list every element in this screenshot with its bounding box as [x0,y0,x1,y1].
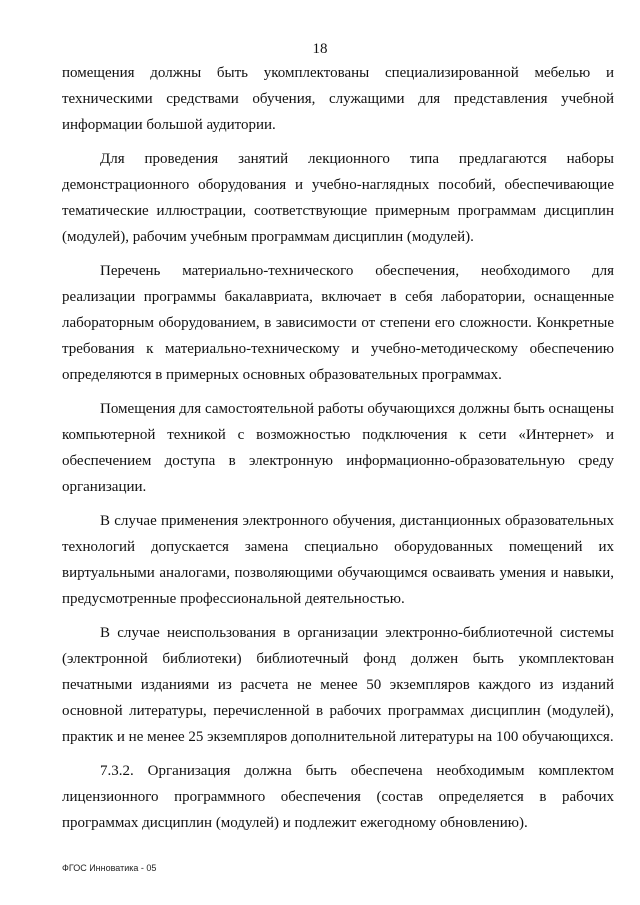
paragraph-material-technical-list: Перечень материально-технического обеспечения, необходимого для реализации программы бакалавриата, включает в себя лаборатории, оснащенные лабораторным оборудованием, в зависимости от степени его сложности. Конкретные требования к материально-техническому и учебно-методическому обеспечению определяются в примерных основных образовательных программах. [62,263,614,383]
page-number: 18 [312,41,328,57]
paragraph-library-fund: В случае неиспользования в организации электронно-библиотечной системы (электронной библиотеки) библиотечный фонд должен быть укомплектован печатными изданиями из расчета не менее 50 экземпляров каждого из изданий основной литературы, перечисленной в рабочих программах дисциплин (модулей), практик и не менее 25 экземпляров дополнительной литературы на 100 обучающихся. [62,625,614,745]
paragraph-lecture-equipment: Для проведения занятий лекционного типа предлагаются наборы демонстрационного оборудования и учебно-наглядных пособий, обеспечивающие тематические иллюстрации, соответствующие примерным программам дисциплин (модулей), рабочим учебным программам дисциплин (модулей). [62,151,614,245]
footer-label: ФГОС Инноватика - 05 [62,863,157,873]
paragraph-section-7-3-2: 7.3.2. Организация должна быть обеспечена необходимым комплектом лицензионного программного обеспечения (состав определяется в рабочих программах дисциплин (модулей) и подлежит ежегодному обновлению). [62,763,614,831]
paragraph-self-study-rooms: Помещения для самостоятельной работы обучающихся должны быть оснащены компьютерной техникой с возможностью подключения к сети «Интернет» и обеспечением доступа в электронную информационно-образовательную среду организации. [62,401,614,495]
document-body [62,60,614,844]
paragraph-e-learning: В случае применения электронного обучения, дистанционных образовательных технологий допускается замена специально оборудованных помещений их виртуальными аналогами, позволяющими обучающимся осваивать умения и навыки, предусмотренные профессиональной деятельностью. [62,513,614,607]
paragraph-continuation: помещения должны быть укомплектованы специализированной мебелью и техническими средствами обучения, служащими для представления учебной информации большой аудитории. [62,65,614,133]
